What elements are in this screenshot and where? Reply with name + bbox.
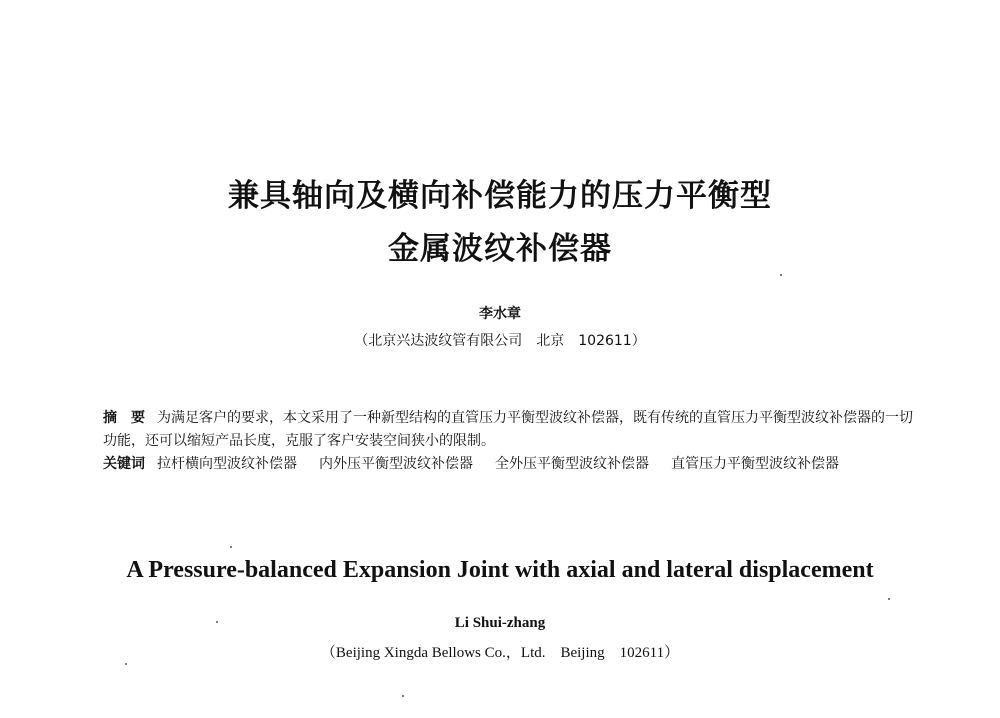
keywords-paragraph [103, 453, 918, 476]
author-en: Li Shui-zhang [454, 615, 546, 631]
title-cn-line-1: 兼具轴向及横向补偿能力的压力平衡型 [228, 178, 772, 214]
affiliation-en: （Beijing Xingda Bellows Co.，Ltd. Beijing 102611） [320, 645, 680, 661]
keyword-item: 全外压平衡型波纹补偿器 [495, 456, 649, 472]
keywords-label: 关键词 [103, 456, 145, 472]
keyword-item: 内外压平衡型波纹补偿器 [319, 456, 473, 472]
keyword-item: 拉杆横向型波纹补偿器 [157, 456, 297, 472]
abstract-text: 为满足客户的要求，本文采用了一种新型结构的直管压力平衡型波纹补偿器，既有传统的直管压力平衡型波纹补偿器的一切功能，还可以缩短产品长度，克服了客户安装空间狭小的限制。 [103, 410, 913, 449]
title-cn-line-2: 金属波纹补偿器 [388, 231, 612, 267]
abstract-label: 摘 要 [103, 410, 145, 426]
scan-speck [888, 598, 890, 600]
scan-speck [780, 274, 782, 276]
abstract-block [103, 407, 918, 476]
scan-speck [216, 621, 218, 623]
affiliation-cn: （北京兴达波纹管有限公司 北京 102611） [354, 333, 646, 349]
scan-speck [125, 663, 127, 665]
author-cn: 李水章 [479, 306, 521, 322]
title-en: A Pressure-balanced Expansion Joint with axial and lateral displacement [126, 557, 874, 583]
keyword-item: 直管压力平衡型波纹补偿器 [671, 456, 839, 472]
scan-speck [402, 695, 404, 697]
scan-speck [230, 546, 232, 548]
abstract-paragraph [103, 407, 918, 453]
